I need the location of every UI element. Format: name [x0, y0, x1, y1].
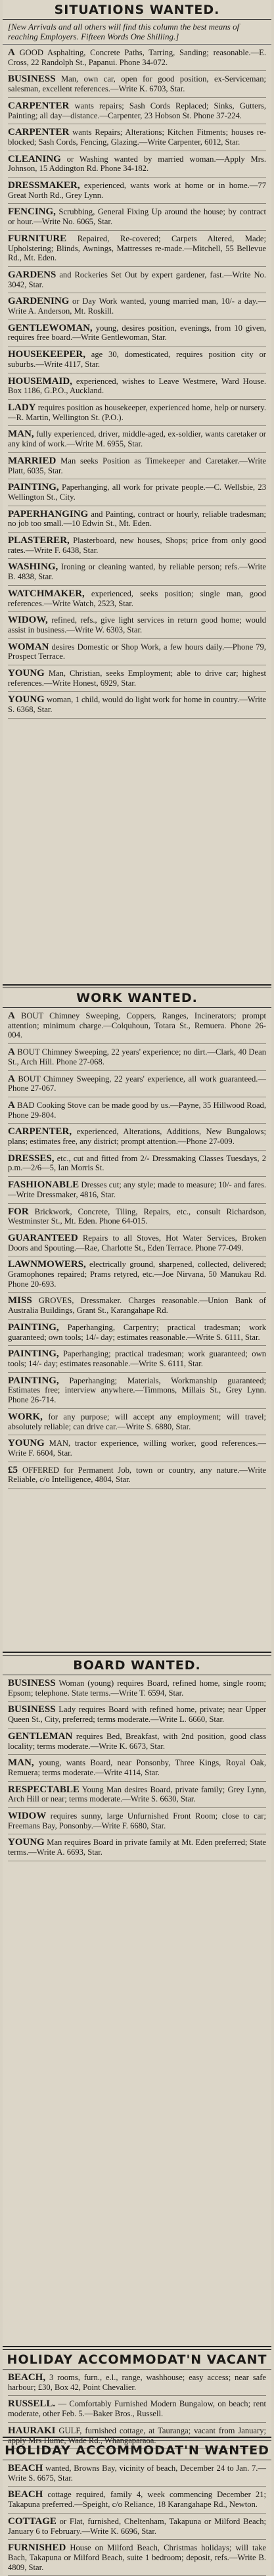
classified-ad	[8, 639, 266, 665]
ad-lead-word: PAINTING,	[8, 1348, 59, 1360]
ad-list	[3, 45, 271, 719]
classified-ad	[8, 71, 266, 97]
ad-lead-word: RUSSELL.	[8, 2398, 56, 2410]
ad-lead-word: MAN,	[8, 429, 34, 440]
classified-ad	[8, 400, 266, 426]
classified-ad	[8, 45, 266, 71]
ad-lead-word: HOUSEMAID,	[8, 375, 72, 387]
classified-ad	[8, 1462, 266, 1489]
board-wanted-section	[3, 1656, 271, 2345]
holiday-accommodation-wanted-section	[3, 2441, 271, 2575]
classified-ad	[8, 1702, 266, 1728]
ad-lead-word: BEACH,	[8, 2372, 46, 2383]
ad-body: Paperhanging; Materials, Workmanship guaranteed; Estimates free; interview anywhere.—Timmons, Millais St., Grey Lynn. Phone 26-714.	[8, 1375, 266, 1405]
classified-ad	[8, 1124, 266, 1150]
classified-ad	[8, 1177, 266, 1203]
ad-body: fully experienced, driver, middle-aged, ex-soldier, wants caretaker or any kind of work.—Write M. 6955, Star.	[8, 429, 266, 449]
ad-lead-word: MARRIED	[8, 455, 57, 466]
ad-lead-word: YOUNG	[8, 1438, 45, 1449]
section-heading: HOLIDAY ACCOMMODAT'N WANTED	[3, 2441, 271, 2460]
classified-ad	[8, 2396, 266, 2422]
ad-body: young, desires position, evenings, from 10 given, requires free board.—Write Gentlewoman, Star.	[8, 323, 266, 343]
ad-lead-word: CARPENTER,	[8, 1126, 72, 1137]
ad-body: cottage required, family 4, week commencing December 21; Takapuna preferred.—Speight, c/o Reliance, 18 Karangahape Rd., Newton.	[8, 2490, 266, 2510]
ad-body: Repairs to all Stoves, Hot Water Services, Broken Doors and Spouting.—Rae, Charlotte St., Eden Terrace. Phone 77-049.	[8, 1233, 266, 1252]
ad-lead-word: WATCHMAKER,	[8, 588, 85, 599]
ad-body: 3 rooms, furn., e.l., range, washhouse; easy access; near safe harbour; £30, Box 42, Point Chevalier.	[8, 2373, 266, 2392]
classified-ad	[8, 1435, 266, 1462]
ad-body: and Painting, contract or hourly, reliable tradesman; no job too small.—10 Edwin St., Mt. Eden.	[8, 509, 266, 529]
newsprint-column	[3, 0, 271, 2575]
classified-ad	[8, 2460, 266, 2487]
ad-lead-word: YOUNG	[8, 1837, 45, 1848]
ad-body: Paperhanging, all work for private people.—C. Wellsbie, 23 Wellington St., City.	[8, 483, 266, 502]
classified-ad	[8, 1808, 266, 1834]
classified-ad	[8, 692, 266, 718]
classified-ad	[8, 2370, 266, 2396]
ad-lead-word: FURNISHED	[8, 2542, 66, 2554]
ad-lead-word: BUSINESS	[8, 1678, 56, 1688]
classified-ad	[8, 1675, 266, 1702]
ad-body: Man, Christian, seeks Employment; able to drive car; highest references.—Write Honest, 6929, Star.	[8, 669, 266, 688]
ad-lead-word: A	[8, 1073, 15, 1084]
ad-body: experienced, wants work at home or in home.—77 Great North Rd., Grey Lynn.	[8, 181, 266, 200]
ad-body: young, wants Board, near Ponsonby, Three Kings, Royal Oak, Remuera; terms moderate.—Write 4114, Star.	[8, 1758, 266, 1777]
classified-ad	[8, 320, 266, 346]
ad-lead-word: PAINTING,	[8, 482, 59, 493]
ad-lead-word: FURNITURE	[8, 233, 67, 244]
ad-lead-word: BEACH	[8, 2463, 43, 2473]
ad-body: Man, own car, open for good position, ex-Serviceman; salesman, excellent references.—Write K. 6703, Star.	[8, 74, 266, 94]
ad-lead-word: GARDENS	[8, 269, 57, 280]
classified-ad	[8, 2540, 266, 2576]
ad-lead-word: CLEANING	[8, 153, 61, 164]
ad-body: experienced, seeks position; single man, good references.—Write Watch, 2523, Star.	[8, 588, 266, 608]
ad-lead-word: CARPENTER	[8, 127, 70, 138]
ad-body: House on Milford Beach, Christmas holidays; will take Bach, Takapuna or Milford Beach, suite 1 bedroom; deposit, refs.—Write B. 4809, Star.	[8, 2543, 266, 2572]
ad-lead-word: RESPECTABLE	[8, 1784, 80, 1795]
ad-body: Dresses cut; any style; made to measure; 10/- and fares.—Write Dressmaker, 4816, Star.	[8, 1180, 266, 1199]
ad-list	[3, 1008, 271, 1489]
ad-lead-word: PLASTERER,	[8, 535, 70, 546]
ad-lead-word: FASHIONABLE	[8, 1180, 80, 1191]
ad-lead-word: LADY	[8, 402, 36, 413]
classified-ad	[8, 453, 266, 479]
classified-ad	[8, 151, 266, 178]
classified-ad	[8, 533, 266, 559]
ad-lead-word: GENTLEWOMAN,	[8, 322, 93, 333]
ad-list	[3, 2460, 271, 2576]
ad-lead-word: GARDENING	[8, 296, 70, 307]
ad-body: Young Man desires Board, private family; Grey Lynn, Arch Hill or near; terms moderate.—Write S. 6630, Star.	[8, 1784, 266, 1804]
ad-lead-word: PAINTING,	[8, 1322, 59, 1333]
classified-ad	[8, 267, 266, 293]
ad-body: GROVES, Dressmaker. Charges reasonable.—Union Bank of Australia Buildings, Grant St., Karangahape Rd.	[8, 1296, 266, 1316]
ad-body: BOUT Chimney Sweeping, 22 years' experience; no dirt.—Clark, 40 Dean St., Arch Hill. Phone 27-068.	[8, 1047, 266, 1066]
ad-lead-word: WORK,	[8, 1411, 43, 1422]
ad-body: GULF, furnished cottage, at Tauranga; vacant from January; apply Mrs Hume, Wade Rd., Whangaparaoa.	[8, 2425, 266, 2445]
classified-ad	[8, 204, 266, 230]
ad-lead-word: YOUNG	[8, 668, 45, 679]
ad-lead-word: A	[8, 47, 15, 58]
ad-body: GOOD Asphalting, Concrete Paths, Tarring, Sanding; reasonable.—E. Cross, 22 Randolph St., Papanui. Phone 34-072.	[8, 48, 266, 67]
ad-body: BAD Cooking Stove can be made good by us.—Payne, 35 Hillwood Road, Phone 29-804.	[8, 1100, 266, 1120]
ad-lead-word: DRESSES,	[8, 1153, 55, 1164]
situations-wanted-section	[3, 0, 271, 983]
ad-lead-word: FENCING,	[8, 206, 56, 218]
ad-body: requires Bed, Breakfast, with 2nd position, good class locality; terms moderate.—Write K. 6673, Star.	[8, 1731, 266, 1751]
ad-lead-word: YOUNG	[8, 694, 45, 705]
ad-body: age 30, domesticated, requires position city or suburbs.—Write 4117, Star.	[8, 350, 266, 369]
classified-ad	[8, 1230, 266, 1256]
ad-body: requires position as housekeeper, experienced home, help or nursery.—R. Martin, Wellington St. (P.O.).	[8, 402, 266, 422]
ad-body: BOUT Chimney Sweeping, 22 years' experience, all work guaranteed.—Phone 27-067.	[8, 1074, 266, 1093]
ad-body: requires sunny, large Unfurnished Front Room; close to car; Freemans Bay, Ponsonby.—Write F. 6680, Star.	[8, 1811, 266, 1830]
section-heading: HOLIDAY ACCOMMODAT'N VACANT	[3, 2350, 271, 2370]
classified-ad	[8, 1008, 266, 1044]
ad-body: Repaired, Re-covered; Carpets Altered, Made; Upholstering; Blinds, Awnings, Mattresses re-made.—Mitchell, 55 Bellevue Rd., Mt. Eden.	[8, 233, 266, 263]
ad-body: or Flat, furnished, Cheltenham, Takapuna or Milford Beach; January 6 to February.—Write K. 6696, Star.	[8, 2516, 266, 2536]
ad-body: Paperhanging, Carpentry; practical tradesman; work guaranteed; own tools; 14/- day; estimates reasonable.—Write S. 6111, Star.	[8, 1322, 266, 1342]
ad-lead-word: BUSINESS	[8, 1704, 56, 1715]
classified-ad	[8, 1320, 266, 1346]
classified-ad	[8, 2487, 266, 2513]
ad-lead-word: BEACH	[8, 2489, 43, 2500]
ad-lead-word: WOMAN	[8, 641, 49, 652]
ad-body: experienced, Alterations, Additions, New Bungalows; plans; estimates free, any district; prompt attention.—Phone 27-009.	[8, 1127, 266, 1147]
ad-lead-word: MISS	[8, 1295, 32, 1306]
classified-ad	[8, 1256, 266, 1293]
ad-list	[3, 1675, 271, 1861]
classified-ad	[8, 612, 266, 638]
classified-ad	[8, 373, 266, 400]
classified-ad	[8, 98, 266, 124]
classified-ad	[8, 665, 266, 692]
ad-body: wanted, Browns Bay, vicinity of beach, December 24 to Jan. 7.—Write S. 6675, Star.	[8, 2464, 266, 2483]
classified-ad	[8, 1755, 266, 1781]
ad-body: for any purpose; will accept any employment; will travel; absolutely reliable; can drive car.—Write S. 6880, Star.	[8, 1412, 266, 1431]
ad-body: Paperhanging; practical tradesman; work guaranteed; own tools; 14/- day; estimates reasonable.—Write S. 6111, Star.	[8, 1349, 266, 1368]
ad-body: desires Domestic or Shop Work, a few hours daily.—Phone 79, Prospect Terrace.	[8, 642, 266, 661]
ad-body: etc., cut and fitted from 2/- Dressmaking Classes Tuesdays, 2 p.m.—2/6—5, Ian Morris St.	[8, 1153, 266, 1173]
classified-ad	[8, 293, 266, 320]
classified-ad	[8, 1373, 266, 1409]
ad-body: Scrubbing, General Fixing Up around the house; by contract or hour.—Write No. 6065, Star.	[8, 207, 266, 227]
ad-body: wants repairs; Sash Cords Replaced; Sinks, Gutters, Painting; all day—distance.—Carpenter, 23 Hobson St. Phone 37-224.	[8, 101, 266, 120]
section-subheading: [New Arrivals and all others will find this column the best means of reaching Employers. Fifteen Words One Shilling.]	[3, 20, 271, 45]
ad-body: or Day Work wanted, young married man, 10/- a day.—Write A. Anderson, Mt. Roskill.	[8, 297, 266, 316]
work-wanted-section	[3, 988, 271, 1650]
section-heading: SITUATIONS WANTED.	[3, 0, 271, 20]
classified-ad	[8, 1409, 266, 1435]
ad-lead-word: PAPERHANGING	[8, 508, 89, 519]
ad-body: Man seeks Position as Timekeeper and Caretaker.—Write Platt, 6035, Star.	[8, 456, 266, 475]
ad-lead-word: COTTAGE	[8, 2516, 57, 2527]
ad-lead-word: FOR	[8, 1206, 29, 1217]
classified-ad	[8, 559, 266, 585]
ad-body: Woman (young) requires Board, refined home, single room; Epsom; telephone. State terms.—Write T. 6594, Star.	[8, 1679, 266, 1698]
ad-body: or Washing wanted by married woman.—Apply Mrs. Johnson, 15 Addington Rd. Phone 34-182.	[8, 154, 266, 174]
ad-lead-word: £5	[8, 1464, 18, 1475]
ad-body: electrically ground, sharpened, collected, delivered; Gramophones repaired; Prams retyred, etc.—Joe Nirvana, 50 Manukau Rd. Phone 20-693.	[8, 1260, 266, 1289]
classified-ad	[8, 178, 266, 204]
classified-ad	[8, 2514, 266, 2540]
ad-body: wants Repairs; Alterations; Kitchen Fitments; houses re-blocked; Sash Cords, Fencing, Glazing.—Write Carpenter, 6012, Star.	[8, 128, 266, 147]
ad-lead-word: WASHING,	[8, 561, 58, 573]
ad-lead-word: HAURAKI	[8, 2425, 56, 2436]
ad-body: Plasterboard, new houses, Shops; price from only good rates.—Write F. 6438, Star.	[8, 536, 266, 555]
ad-body: and Rockeries Set Out by expert gardener, fast.—Write No. 3042, Star.	[8, 270, 266, 289]
classified-ad	[8, 1729, 266, 1755]
ad-lead-word: A	[8, 1099, 15, 1110]
ad-lead-word: GENTLEMAN	[8, 1730, 73, 1742]
classified-ad	[8, 1834, 266, 1861]
ad-lead-word: MAN,	[8, 1757, 34, 1769]
ad-body: OFFERED for Permanent Job, town or country, any nature.—Write Reliable, c/o Intelligence, 4804, Star.	[8, 1465, 266, 1485]
ad-lead-word: GUARANTEED	[8, 1232, 78, 1243]
classified-ad	[8, 1293, 266, 1319]
ad-lead-word: BUSINESS	[8, 74, 56, 85]
classified-ad	[8, 231, 266, 267]
ad-lead-word: A	[8, 1047, 15, 1058]
ad-lead-word: LAWNMOWERS,	[8, 1259, 86, 1270]
classified-ad	[8, 1782, 266, 1808]
classified-ad	[8, 1097, 266, 1124]
ad-lead-word: WIDOW	[8, 1811, 47, 1822]
ad-body: BOUT Chimney Sweeping, Coppers, Ranges, Incinerators; prompt attention; minimum charge.—Colquhoun, Totara St., Remuera. Phone 26-004.	[8, 1011, 266, 1040]
classified-ad	[8, 1204, 266, 1230]
classified-ad	[8, 586, 266, 612]
ad-body: refined, refs., give light services in return good home; would assist in business.—Write W. 6303, Star.	[8, 615, 266, 634]
ad-body: — Comfortably Furnished Modern Bungalow, on beach; rent moderate, other Feb. 5.—Baker Bros., Russell.	[8, 2399, 266, 2419]
holiday-accommodation-vacant-section	[3, 2350, 271, 2445]
ad-lead-word: A	[8, 1011, 15, 1021]
ad-lead-word: DRESSMAKER,	[8, 180, 80, 191]
ad-body: Brickwork, Concrete, Tiling, Repairs, etc., consult Richardson, Westminster St., Mt. Eden. Phone 64-015.	[8, 1206, 266, 1226]
ad-body: MAN, tractor experience, willing worker, good references.—Write F. 6604, Star.	[8, 1439, 266, 1458]
classified-ad	[8, 124, 266, 151]
ad-body: Lady requires Board with refined home, private; near Upper Queen St., City, preferred; terms moderate.—Write L. 6660, Star.	[8, 1705, 266, 1725]
classified-ad	[8, 506, 266, 533]
section-heading: BOARD WANTED.	[3, 1656, 271, 1675]
classified-ad	[8, 1346, 266, 1372]
classified-ad	[8, 479, 266, 506]
ad-body: experienced, wishes to Leave Westmere, Ward House. Box 1186, G.P.O., Auckland.	[8, 376, 266, 396]
ad-body: Man requires Board in private family at Mt. Eden preferred; State terms.—Write A. 6693, Star.	[8, 1838, 266, 1857]
ad-lead-word: PAINTING,	[8, 1375, 59, 1386]
ad-body: Ironing or cleaning wanted, by reliable person; refs.—Write B. 4838, Star.	[8, 562, 266, 582]
ad-lead-word: WIDOW,	[8, 615, 48, 626]
classified-ad	[8, 346, 266, 373]
section-heading: WORK WANTED.	[3, 988, 271, 1008]
classified-ad	[8, 1151, 266, 1177]
classified-ad	[8, 1044, 266, 1070]
ad-lead-word: CARPENTER	[8, 100, 70, 111]
classified-ad	[8, 426, 266, 452]
ad-body: woman, 1 child, would do light work for home in country.—Write S. 6368, Star.	[8, 695, 266, 715]
classified-ad	[8, 1071, 266, 1097]
ad-lead-word: HOUSEKEEPER,	[8, 349, 85, 360]
